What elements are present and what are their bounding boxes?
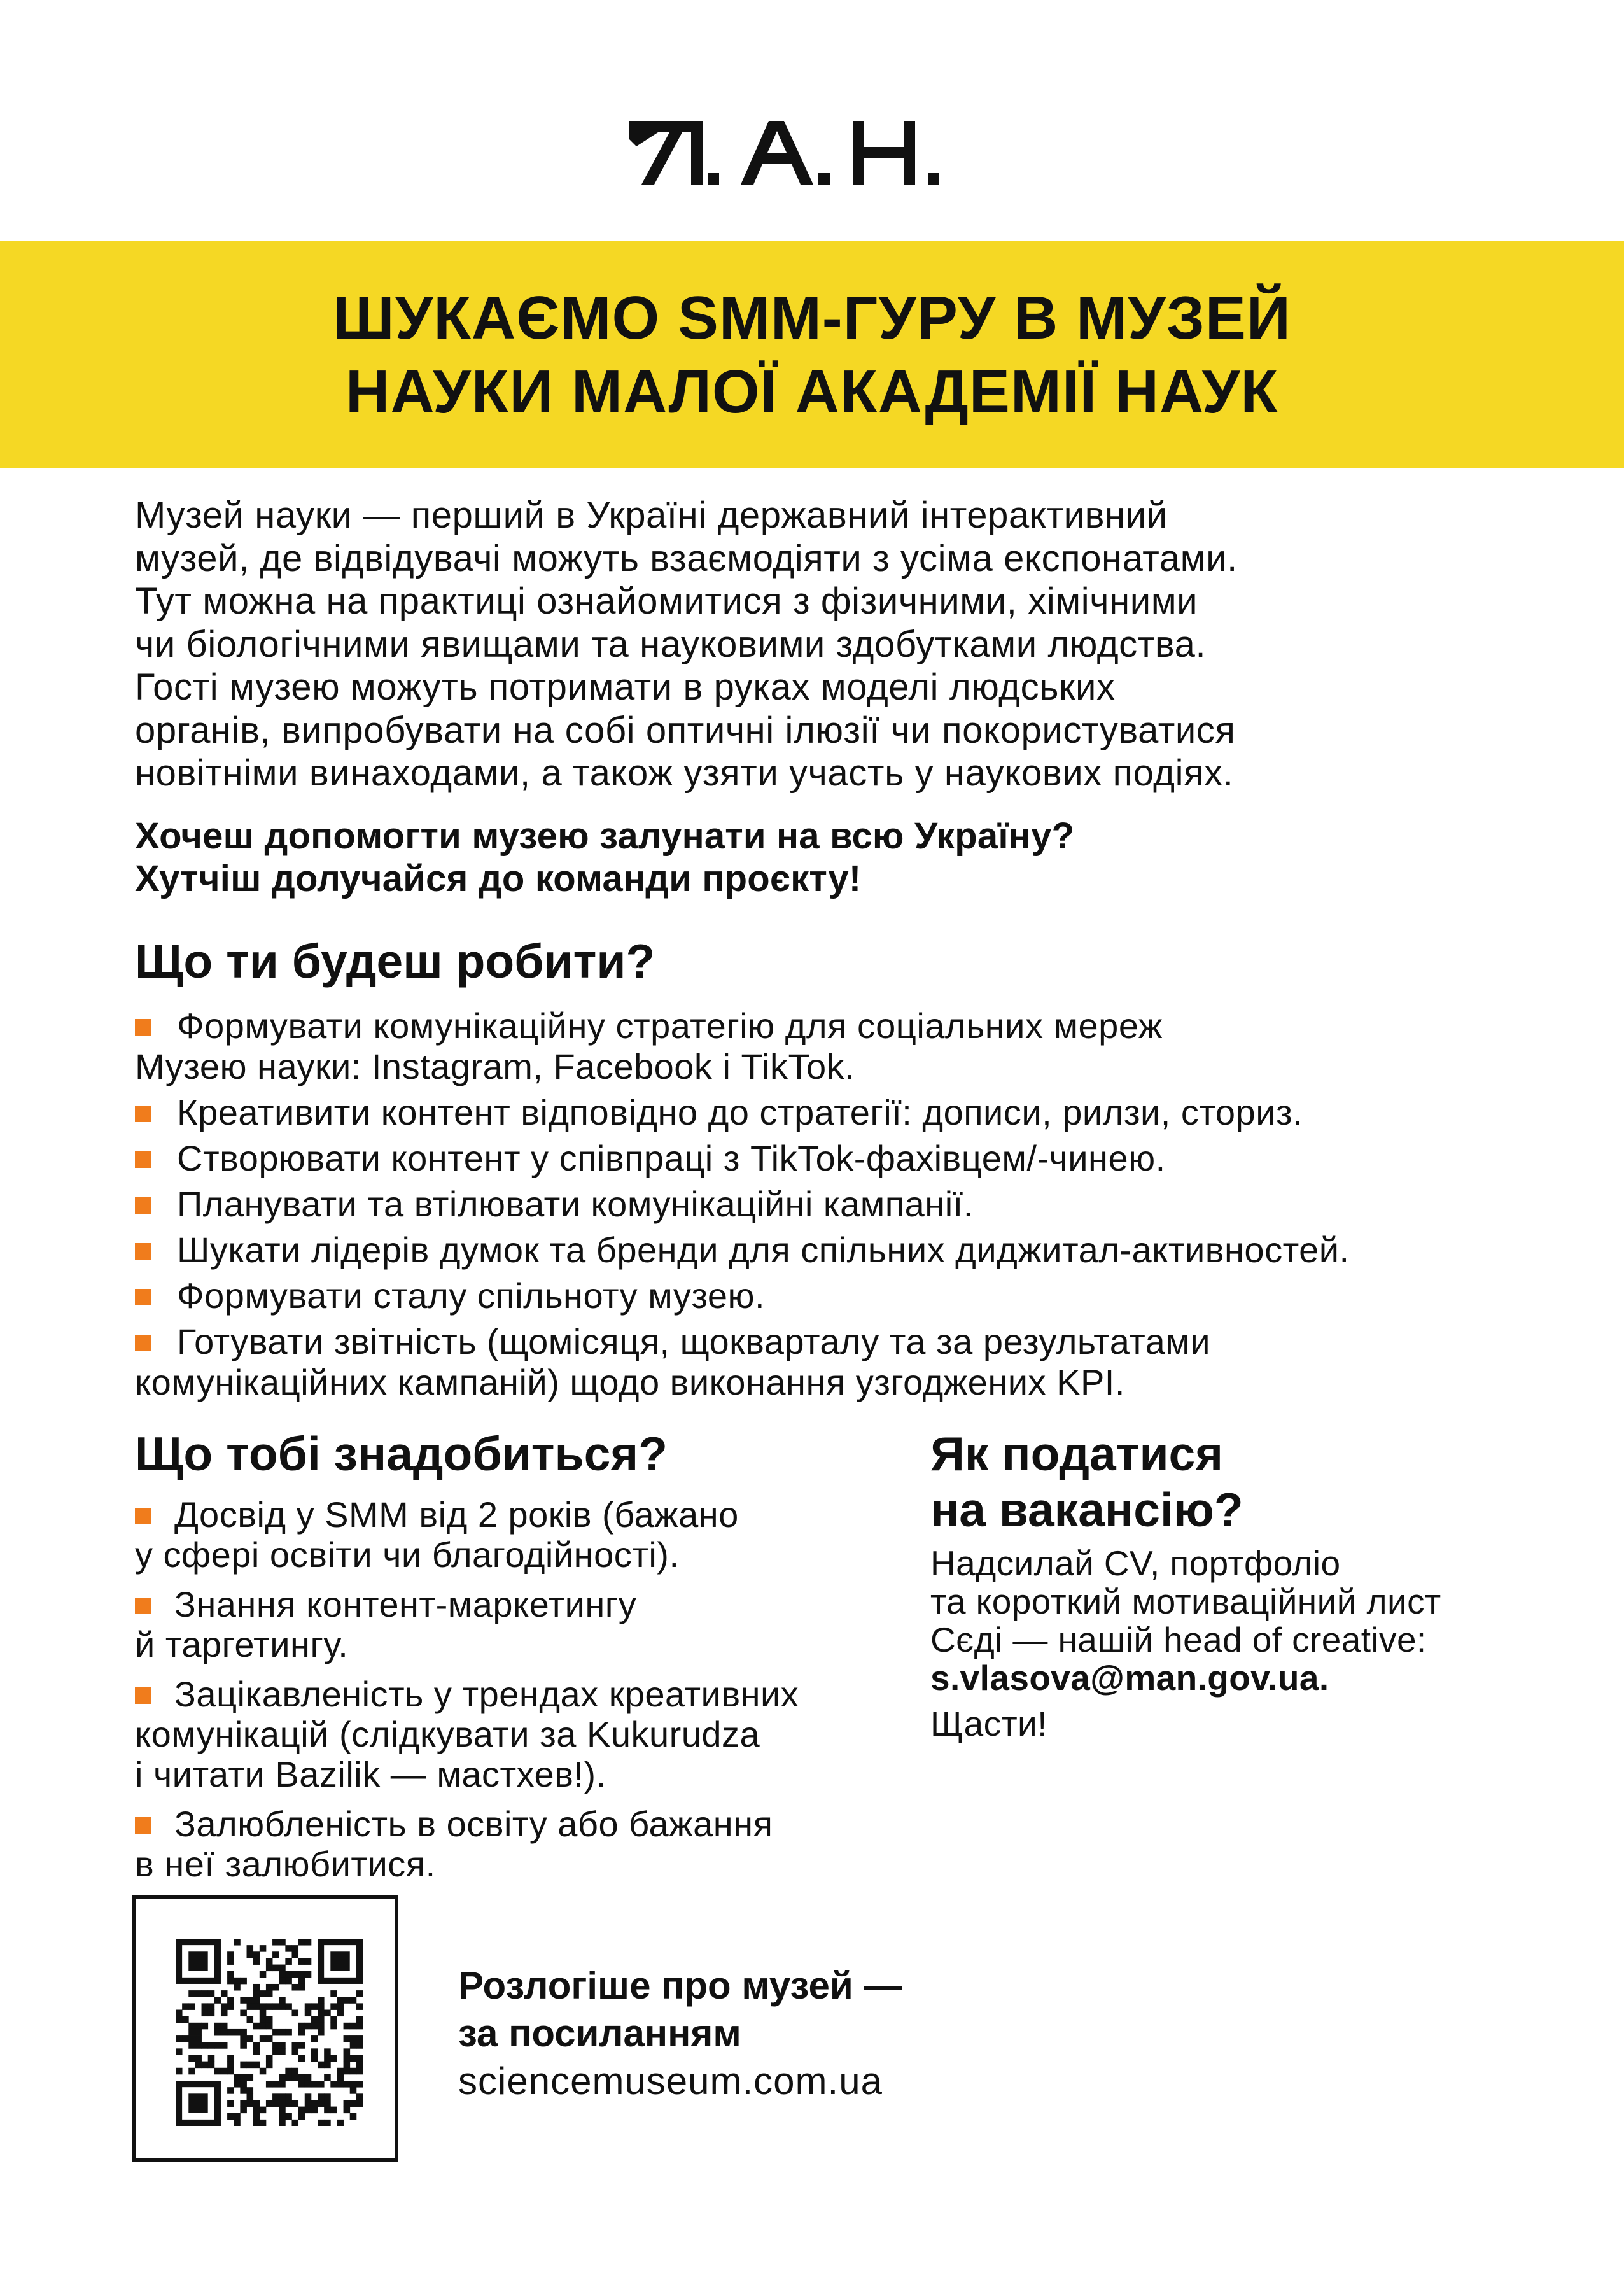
- bullet-square-icon: [135, 1197, 151, 1214]
- intro-line: новітніми винаходами, а також узяти участь у наукових подіях.: [135, 752, 1234, 794]
- headline-line: НАУКИ МАЛОЇ АКАДЕМІЇ НАУК: [346, 358, 1278, 426]
- list-item: Створювати контент у співпраці з TikTok-фахівцем/-чинею.: [135, 1138, 1350, 1179]
- apply-heading-line: на вакансію?: [930, 1483, 1243, 1536]
- qr-code[interactable]: [176, 1939, 363, 2126]
- duties-list: [135, 1006, 1350, 1408]
- apply-heading-line: Як податися: [930, 1427, 1224, 1480]
- apply-heading: [930, 1426, 1243, 1538]
- bullet-square-icon: [135, 1817, 151, 1834]
- intro-line: Тут можна на практиці ознайомитися з фізичними, хімічними: [135, 580, 1198, 622]
- apply-closing: Щасти!: [930, 1704, 1047, 1743]
- apply-line: Надсилай CV, портфоліо: [930, 1543, 1341, 1583]
- intro-line: органів, випробувати на собі оптичні ілюзії чи покористуватися: [135, 709, 1236, 751]
- list-item: Креативити контент відповідно до стратегії: дописи, рилзи, сториз.: [135, 1092, 1350, 1133]
- list-item: Шукати лідерів думок та бренди для спільних диджитал-активностей.: [135, 1230, 1350, 1270]
- bullet-square-icon: [135, 1687, 151, 1704]
- list-item: Формувати сталу спільноту музею.: [135, 1276, 1350, 1316]
- list-item: Планувати та втілювати комунікаційні кампанії.: [135, 1184, 1350, 1225]
- list-item: Готувати звітність (щомісяця, щокварталу та за результатами комунікаційних кампаній) щодо виконання узгоджених KPI.: [135, 1321, 1211, 1402]
- intro-callout: [135, 815, 1503, 900]
- list-item: Знання контент-маркетингу й таргетингу.: [135, 1584, 637, 1664]
- apply-line: та короткий мотиваційний лист: [930, 1582, 1441, 1621]
- apply-instructions: [930, 1544, 1441, 1743]
- intro-paragraph: [135, 494, 1503, 795]
- callout-line: Хочеш допомогти музею залунати на всю Україну?: [135, 815, 1075, 857]
- bullet-square-icon: [135, 1289, 151, 1305]
- headline: [0, 281, 1624, 429]
- more-info-line: за посиланням: [458, 2012, 741, 2055]
- bullet-square-icon: [135, 1508, 151, 1524]
- list-item: Залюбленість в освіту або бажання в неї залюбитися.: [135, 1804, 773, 1884]
- more-info-line: Розлогіше про музей —: [458, 1964, 902, 2007]
- bullet-square-icon: [135, 1243, 151, 1260]
- bullet-square-icon: [135, 1019, 151, 1036]
- qr-code-frame: [132, 1895, 398, 2162]
- bullet-square-icon: [135, 1598, 151, 1614]
- list-item: Формувати комунікаційну стратегію для соціальних мереж Музею науки: Instagram, Facebook і TikTok.: [135, 1006, 1163, 1086]
- requirements-heading: Що тобі знадобиться?: [135, 1427, 668, 1480]
- bullet-square-icon: [135, 1151, 151, 1168]
- intro-line: Музей науки — перший в Україні державний інтерактивний: [135, 495, 1168, 536]
- list-item: Досвід у SMM від 2 років (бажано у сфері освіти чи благодійності).: [135, 1494, 739, 1575]
- apply-line: Сєді — нашій head of creative:: [930, 1620, 1427, 1659]
- museum-website-link[interactable]: sciencemuseum.com.ua: [458, 2060, 883, 2102]
- headline-banner: [0, 241, 1624, 468]
- more-info: [458, 1962, 902, 2105]
- headline-line: ШУКАЄМО SMM-ГУРУ В МУЗЕЙ: [333, 284, 1291, 352]
- man-logo: [629, 121, 997, 185]
- bullet-square-icon: [135, 1106, 151, 1122]
- callout-line: Хутчіш долучайся до команди проєкту!: [135, 858, 862, 899]
- apply-email-link[interactable]: s.vlasova@man.gov.ua.: [930, 1658, 1329, 1698]
- bullet-square-icon: [135, 1335, 151, 1351]
- man-logo-mark: [629, 121, 997, 185]
- duties-heading: Що ти будеш робити?: [135, 934, 655, 988]
- requirements-list: [135, 1494, 799, 1894]
- intro-line: музей, де відвідувачі можуть взаємодіяти з усіма експонатами.: [135, 537, 1238, 579]
- intro-line: чи біологічними явищами та науковими здобутками людства.: [135, 623, 1207, 665]
- intro-line: Гості музею можуть потримати в руках моделі людських: [135, 666, 1116, 708]
- list-item: Зацікавленість у трендах креативних комунікацій (слідкувати за Kukurudza і читати Bazilik — мастхев!).: [135, 1674, 799, 1794]
